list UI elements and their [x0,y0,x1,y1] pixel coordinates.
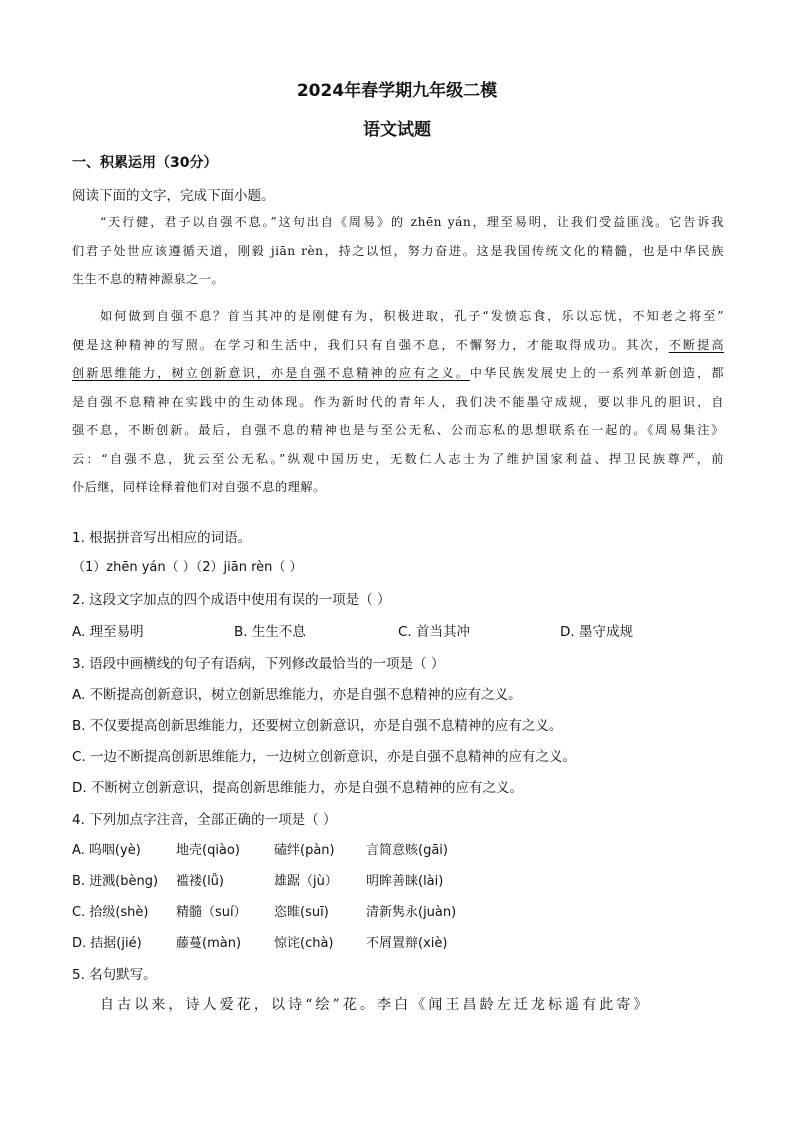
option-item: 言简意赅(gāi) [366,843,448,858]
option-c: C. 一边不断提高创新思维能力，一边树立创新意识，亦是自强不息精神的应有之义。 [72,749,577,765]
option-item: 恣睢(suī) [274,905,329,920]
option-c: C. 首当其冲 [398,624,471,640]
question-4-option-row [72,870,732,890]
option-b: B. 生生不息 [234,624,306,640]
passage-line [72,359,724,388]
option-item: 褴褛(lǚ) [176,874,224,889]
passage-line: “天行健，君子以自强不息。”这句出自《周易》的 zhēn yán，理至易明，让我们受益匪浅。它告诉我 [100,215,724,229]
option-item: 雄踞（jù） [274,874,338,889]
reading-instruction: 阅读下面的文字，完成下面小题。 [72,188,275,204]
underlined-sentence: 不断提高 [668,337,724,352]
passage-line: 是自强不息精神在实践中的生动体现。作为新时代的青年人，我们决不能墨守成规，要以非凡的胆识，自 [72,394,724,409]
option-d: D. 墨守成规 [560,624,633,640]
question-5-stem: 5. 名句默写。 [72,967,157,983]
exam-title: 2024年春学期九年级二模 [296,81,498,101]
question-2-stem: 2. 这段文字加点的四个成语中使用有误的一项是（ ） [72,592,391,608]
option-item: C. 拾级(shè) [72,905,149,920]
question-4-option-row [72,901,732,921]
option-item: 不屑置辩(xiè) [366,936,448,951]
passage-line: 们君子处世应该遵循天道，刚毅 jiān rèn，持之以恒，努力奋进。这是我国传统文化的精髓，也是中华民族 [72,243,724,258]
option-item: A. 呜咽(yè) [72,843,141,858]
option-item: 磕绊(pàn) [274,843,335,858]
option-item: 地壳(qiào) [176,843,240,858]
question-1-blanks: （1）zhēn yán（ ）（2）jiān rèn（ ） [72,560,303,575]
passage-line: 生生不息的精神源泉之一。 [72,272,225,286]
passage-line: 如何做到自强不息？首当其冲的是刚健有为，积极进取，孔子“发愤忘食，乐以忘忧，不知老之将至” [100,309,724,323]
option-item: 惊诧(chà) [274,936,334,951]
option-item: 清新隽永(juàn) [366,905,457,920]
option-item: D. 拮据(jié) [72,936,142,951]
option-item: 明眸善睐(lài) [366,874,444,889]
passage-text: 中华民族发展史上的一系列革新创造，都 [469,366,724,380]
question-4-option-row [72,839,732,859]
option-item: 藤蔓(màn) [176,936,242,951]
question-4-option-row [72,932,732,952]
option-item: 精髓（suí） [176,905,247,920]
question-3-stem: 3. 语段中画横线的句子有语病，下列修改最恰当的一项是（ ） [72,656,445,672]
question-5-text: 自古以来，诗人爱花，以诗“绘”花。李白《闻王昌龄左迁龙标遥有此寄》 [100,997,651,1013]
passage-paragraph-2 [72,302,724,502]
passage-line [72,331,724,360]
option-a: A. 理至易明 [72,624,144,640]
passage-line: 云：“自强不息，犹云至公无私。”纵观中国历史，无数仁人志士为了维护国家利益、捍卫民族尊严，前 [72,451,724,466]
subject-title: 语文试题 [363,120,431,140]
question-1-stem: 1. 根据拼音写出相应的词语。 [72,530,252,546]
underlined-sentence: 创新思维能力，树立创新意识，亦是自强不息精神的应有之义。 [72,366,470,380]
passage-text: 便是这种精神的写照。在学习和生活中，我们只有自强不息，不懈努力，才能取得成功。其次， [72,337,669,352]
question-4-stem: 4. 下列加点字注音，全部正确的一项是（ ） [72,812,337,828]
section-heading: 一、积累运用（30分） [72,155,218,171]
option-d: D. 不断树立创新意识，提高创新思维能力，亦是自强不息精神的应有之义。 [72,780,523,796]
option-item: B. 迸溅(bèng) [72,874,159,889]
option-b: B. 不仅要提高创新思维能力，还要树立创新意识，亦是自强不息精神的应有之义。 [72,718,563,734]
passage-line: 仆后继，同样诠释着他们对自强不息的理解。 [72,480,326,494]
option-a: A. 不断提高创新意识，树立创新思维能力，亦是自强不息精神的应有之义。 [72,687,522,703]
passage-paragraph-1 [72,208,724,294]
passage-line: 强不息，不断创新。最后，自强不息的精神也是与至公无私、公而忘私的思想联系在一起的。《周易集注》 [72,423,724,437]
